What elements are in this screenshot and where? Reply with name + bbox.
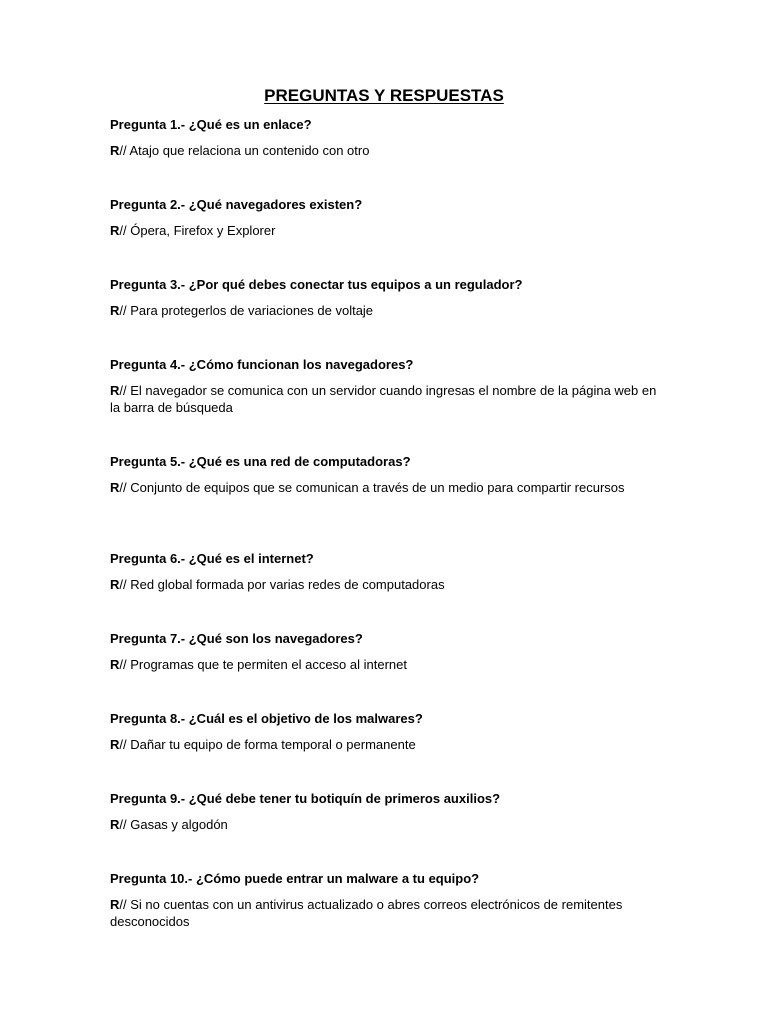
answer-10 <box>110 896 670 930</box>
answer-text-10: // Si no cuentas con un antivirus actualizado o abres correos electrónicos de remitentes desconocidos <box>110 897 623 929</box>
qa-item-9 <box>110 790 670 870</box>
answer-4 <box>110 382 670 416</box>
answer-6 <box>110 576 670 593</box>
question-2: Pregunta 2.- ¿Qué navegadores existen? <box>110 197 363 212</box>
answer-text-6: // Red global formada por varias redes de computadoras <box>119 577 445 592</box>
answer-marker: R <box>110 817 120 832</box>
answer-1 <box>110 142 670 159</box>
answer-marker: R <box>110 143 120 158</box>
question-6: Pregunta 6.- ¿Qué es el internet? <box>110 551 314 566</box>
page-title: PREGUNTAS Y RESPUESTAS <box>264 86 504 105</box>
qa-item-6 <box>110 550 670 630</box>
answer-marker: R <box>110 657 120 672</box>
answer-8 <box>110 736 670 753</box>
answer-text-5: // Conjunto de equipos que se comunican a través de un medio para compartir recursos <box>119 480 625 495</box>
answer-text-4: // El navegador se comunica con un servidor cuando ingresas el nombre de la página web en la barra de búsqueda <box>110 383 657 415</box>
answer-text-2: // Ópera, Firefox y Explorer <box>119 223 276 238</box>
qa-item-2 <box>110 196 670 276</box>
answer-marker: R <box>110 480 120 495</box>
qa-item-3 <box>110 276 670 356</box>
qa-item-1 <box>110 116 670 196</box>
answer-marker: R <box>110 383 120 398</box>
question-7: Pregunta 7.- ¿Qué son los navegadores? <box>110 631 363 646</box>
answer-text-7: // Programas que te permiten el acceso al internet <box>119 657 407 672</box>
answer-3 <box>110 302 670 319</box>
qa-item-8 <box>110 710 670 790</box>
qa-list <box>110 116 670 967</box>
answer-marker: R <box>110 897 120 912</box>
answer-text-9: // Gasas y algodón <box>119 817 228 832</box>
answer-marker: R <box>110 737 120 752</box>
answer-marker: R <box>110 223 120 238</box>
answer-text-8: // Dañar tu equipo de forma temporal o permanente <box>119 737 416 752</box>
answer-5 <box>110 479 670 496</box>
qa-item-7 <box>110 630 670 710</box>
question-1: Pregunta 1.- ¿Qué es un enlace? <box>110 117 312 132</box>
question-9: Pregunta 9.- ¿Qué debe tener tu botiquín de primeros auxilios? <box>110 791 501 806</box>
qa-item-5 <box>110 453 670 550</box>
answer-text-3: // Para protegerlos de variaciones de voltaje <box>119 303 374 318</box>
answer-marker: R <box>110 577 120 592</box>
qa-item-4 <box>110 356 670 453</box>
answer-marker: R <box>110 303 120 318</box>
answer-text-1: // Atajo que relaciona un contenido con otro <box>119 143 370 158</box>
answer-2 <box>110 222 670 239</box>
qa-item-10 <box>110 870 670 967</box>
question-4: Pregunta 4.- ¿Cómo funcionan los navegadores? <box>110 357 414 372</box>
question-8: Pregunta 8.- ¿Cuál es el objetivo de los malwares? <box>110 711 423 726</box>
question-10: Pregunta 10.- ¿Cómo puede entrar un malware a tu equipo? <box>110 871 480 886</box>
question-5: Pregunta 5.- ¿Qué es una red de computadoras? <box>110 454 411 469</box>
question-3: Pregunta 3.- ¿Por qué debes conectar tus equipos a un regulador? <box>110 277 523 292</box>
answer-9 <box>110 816 670 833</box>
answer-7 <box>110 656 670 673</box>
